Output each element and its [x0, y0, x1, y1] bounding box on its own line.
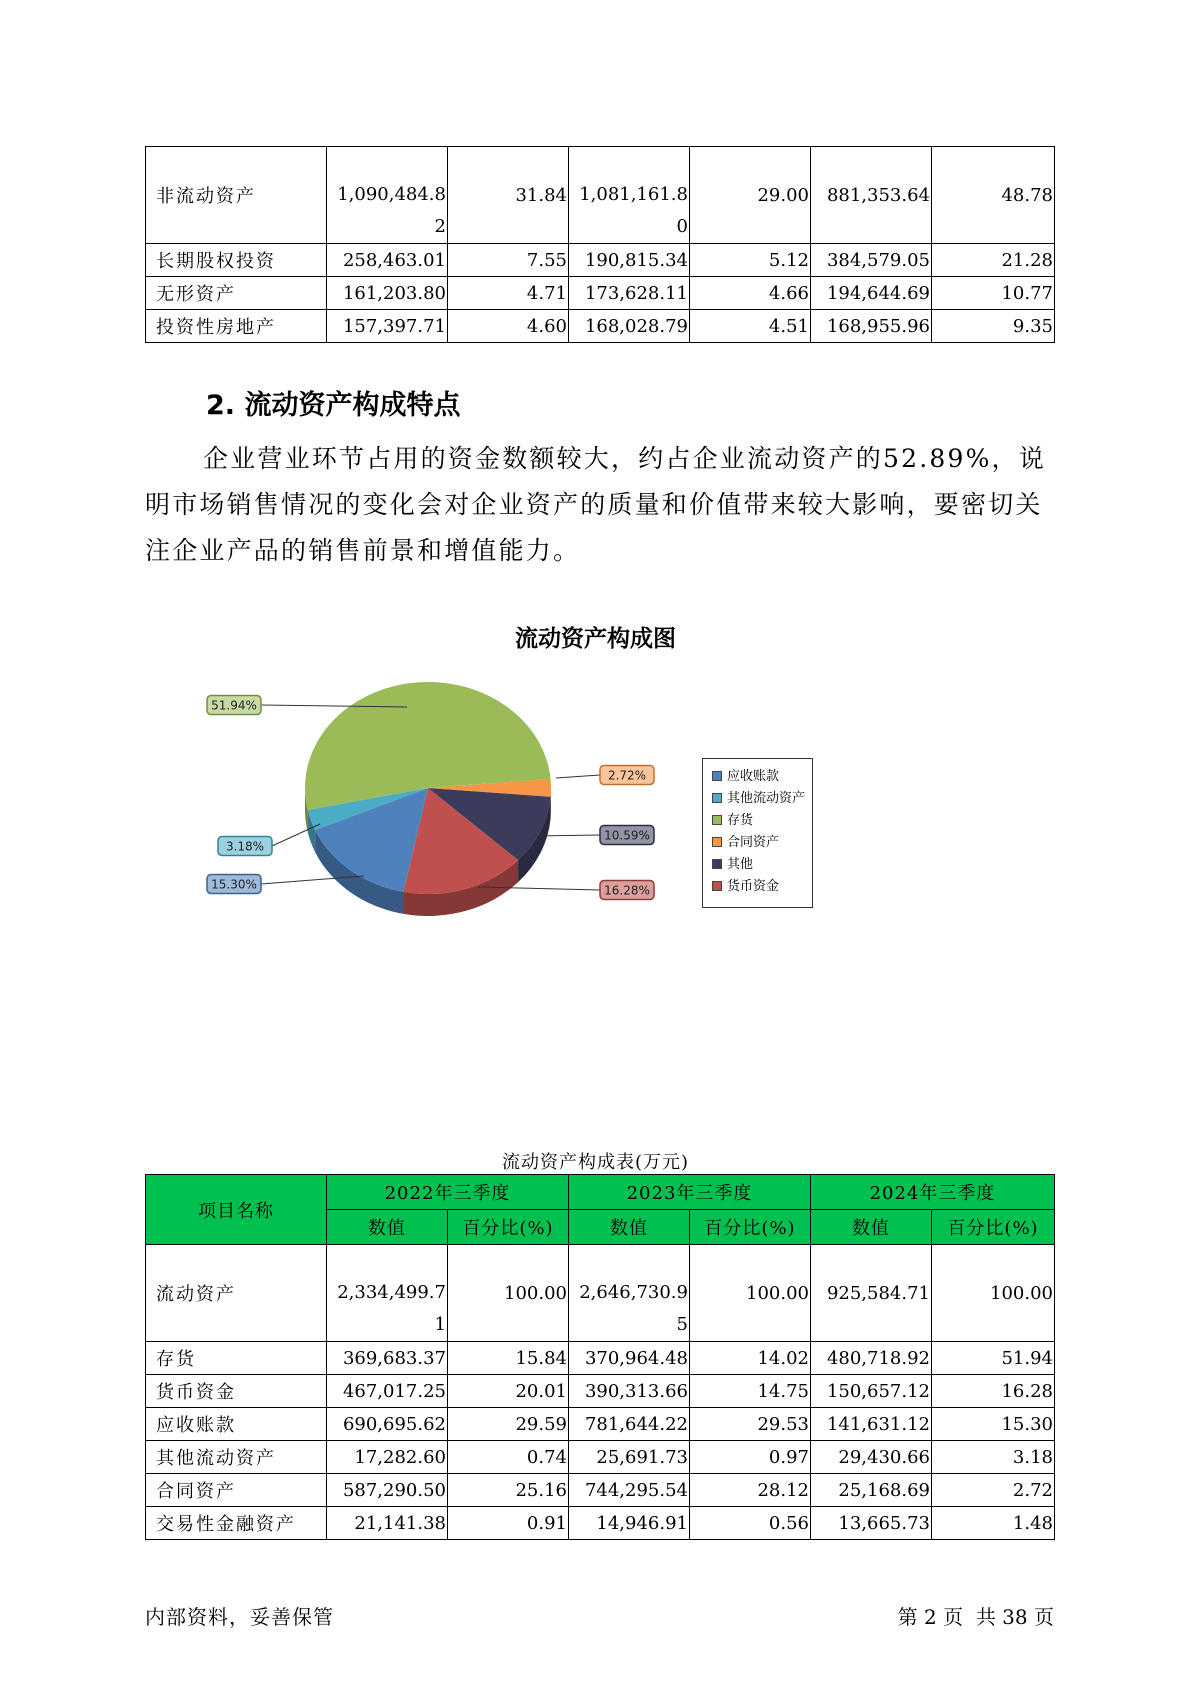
- value-cell: 157,397.71: [327, 310, 448, 343]
- legend-item: [712, 878, 779, 896]
- percent-cell: 100.00: [932, 1245, 1055, 1342]
- table-row: [146, 1375, 1055, 1408]
- data-label: 16.28%: [604, 883, 650, 898]
- legend-label: 其他: [727, 857, 754, 872]
- row-label: 长期股权投资: [146, 244, 327, 277]
- percent-cell: 0.74: [448, 1441, 569, 1474]
- value-cell: 925,584.71: [811, 1245, 932, 1342]
- value-cell: 190,815.34: [569, 244, 690, 277]
- section-paragraph: 企业营业环节占用的资金数额较大，约占企业流动资产的52.89%，说明市场销售情况的变化会对企业资产的质量和价值带来较大影响，要密切关注企业产品的销售前景和增值能力。: [145, 444, 1046, 565]
- legend-label: 应收账款: [727, 769, 780, 784]
- value-cell: 370,964.48: [569, 1342, 690, 1375]
- value-cell: 25,168.69: [811, 1474, 932, 1507]
- legend-swatch: [712, 771, 722, 781]
- value-cell: 744,295.54: [569, 1474, 690, 1507]
- header-percent: 百分比(%): [932, 1210, 1055, 1245]
- value-cell: 13,665.73: [811, 1507, 932, 1540]
- header-year-2024: 2024年三季度: [811, 1175, 1055, 1210]
- percent-cell: 7.55: [448, 244, 569, 277]
- value-cell: 173,628.11: [569, 277, 690, 310]
- legend-item: [712, 834, 779, 852]
- data-label: 51.94%: [211, 698, 257, 713]
- legend-item: [712, 768, 779, 786]
- percent-cell: 28.12: [690, 1474, 811, 1507]
- percent-cell: 100.00: [448, 1245, 569, 1342]
- value-cell: 781,644.22: [569, 1408, 690, 1441]
- value-cell: 2,334,499.71: [327, 1245, 448, 1342]
- table-caption: 流动资产构成表(万元): [501, 1152, 690, 1173]
- percent-cell: 5.12: [690, 244, 811, 277]
- percent-cell: 29.59: [448, 1408, 569, 1441]
- value-cell: 390,313.66: [569, 1375, 690, 1408]
- percent-cell: 0.56: [690, 1507, 811, 1540]
- legend-label: 货币资金: [727, 879, 780, 894]
- percent-cell: 2.72: [932, 1474, 1055, 1507]
- percent-cell: 3.18: [932, 1441, 1055, 1474]
- percent-cell: 0.97: [690, 1441, 811, 1474]
- data-label: 10.59%: [604, 828, 650, 843]
- percent-cell: 48.78: [932, 147, 1055, 244]
- footer-page-number: 第 2 页 共 38 页: [897, 1605, 1054, 1629]
- table-row: [146, 1342, 1055, 1375]
- row-label: 合同资产: [146, 1474, 327, 1507]
- value-cell: 14,946.91: [569, 1507, 690, 1540]
- legend-item: [712, 790, 805, 808]
- percent-cell: 10.77: [932, 277, 1055, 310]
- value-cell: 168,955.96: [811, 310, 932, 343]
- percent-cell: 4.60: [448, 310, 569, 343]
- percent-cell: 51.94: [932, 1342, 1055, 1375]
- chart-legend: [702, 758, 813, 908]
- current-assets-table: [145, 1174, 1055, 1540]
- row-label: 应收账款: [146, 1408, 327, 1441]
- legend-label: 存货: [727, 813, 754, 828]
- percent-cell: 14.02: [690, 1342, 811, 1375]
- header-percent: 百分比(%): [690, 1210, 811, 1245]
- table-row: [146, 1474, 1055, 1507]
- data-label: 15.30%: [211, 877, 257, 892]
- legend-swatch: [712, 881, 722, 891]
- legend-item: [712, 812, 753, 830]
- section-heading: 2. 流动资产构成特点: [206, 390, 461, 421]
- value-cell: 141,631.12: [811, 1408, 932, 1441]
- row-label: 非流动资产: [146, 147, 327, 244]
- legend-label: 其他流动资产: [727, 791, 806, 806]
- legend-swatch: [712, 859, 722, 869]
- header-value: 数值: [569, 1210, 690, 1245]
- percent-cell: 15.30: [932, 1408, 1055, 1441]
- value-cell: 1,081,161.80: [569, 147, 690, 244]
- leader-line: [556, 775, 600, 778]
- value-cell: 150,657.12: [811, 1375, 932, 1408]
- percent-cell: 16.28: [932, 1375, 1055, 1408]
- legend-swatch: [712, 793, 722, 803]
- percent-cell: 14.75: [690, 1375, 811, 1408]
- row-label: 流动资产: [146, 1245, 327, 1342]
- value-cell: 194,644.69: [811, 277, 932, 310]
- legend-label: 合同资产: [727, 835, 780, 850]
- percent-cell: 4.71: [448, 277, 569, 310]
- header-percent: 百分比(%): [448, 1210, 569, 1245]
- percent-cell: 100.00: [690, 1245, 811, 1342]
- chart-title: 流动资产构成图: [515, 626, 676, 652]
- percent-cell: 31.84: [448, 147, 569, 244]
- footer-confidential: 内部资料，妥善保管: [145, 1605, 334, 1629]
- data-label: 3.18%: [225, 839, 265, 854]
- table-row: [146, 1507, 1055, 1540]
- percent-cell: 29.53: [690, 1408, 811, 1441]
- percent-cell: 0.91: [448, 1507, 569, 1540]
- value-cell: 161,203.80: [327, 277, 448, 310]
- value-cell: 369,683.37: [327, 1342, 448, 1375]
- value-cell: 1,090,484.82: [327, 147, 448, 244]
- value-cell: 168,028.79: [569, 310, 690, 343]
- percent-cell: 9.35: [932, 310, 1055, 343]
- value-cell: 29,430.66: [811, 1441, 932, 1474]
- value-cell: 587,290.50: [327, 1474, 448, 1507]
- percent-cell: 29.00: [690, 147, 811, 244]
- header-year-2022: 2022年三季度: [327, 1175, 569, 1210]
- percent-cell: 15.84: [448, 1342, 569, 1375]
- legend-swatch: [712, 837, 722, 847]
- table-row: [146, 1245, 1055, 1342]
- value-cell: 467,017.25: [327, 1375, 448, 1408]
- percent-cell: 4.66: [690, 277, 811, 310]
- table-row: [146, 1408, 1055, 1441]
- value-cell: 25,691.73: [569, 1441, 690, 1474]
- percent-cell: 20.01: [448, 1375, 569, 1408]
- header-item-name: 项目名称: [146, 1175, 327, 1245]
- value-cell: 21,141.38: [327, 1507, 448, 1540]
- table-row: [146, 1441, 1055, 1474]
- header-value: 数值: [811, 1210, 932, 1245]
- row-label: 无形资产: [146, 277, 327, 310]
- header-year-2023: 2023年三季度: [569, 1175, 811, 1210]
- value-cell: 17,282.60: [327, 1441, 448, 1474]
- percent-cell: 21.28: [932, 244, 1055, 277]
- header-value: 数值: [327, 1210, 448, 1245]
- percent-cell: 4.51: [690, 310, 811, 343]
- row-label: 交易性金融资产: [146, 1507, 327, 1540]
- legend-swatch: [712, 815, 722, 825]
- value-cell: 690,695.62: [327, 1408, 448, 1441]
- row-label: 存货: [146, 1342, 327, 1375]
- percent-cell: 1.48: [932, 1507, 1055, 1540]
- value-cell: 384,579.05: [811, 244, 932, 277]
- value-cell: 258,463.01: [327, 244, 448, 277]
- row-label: 投资性房地产: [146, 310, 327, 343]
- value-cell: 480,718.92: [811, 1342, 932, 1375]
- value-cell: 2,646,730.95: [569, 1245, 690, 1342]
- value-cell: 881,353.64: [811, 147, 932, 244]
- percent-cell: 25.16: [448, 1474, 569, 1507]
- legend-item: [712, 856, 753, 874]
- data-label: 2.72%: [607, 768, 647, 783]
- row-label: 货币资金: [146, 1375, 327, 1408]
- row-label: 其他流动资产: [146, 1441, 327, 1474]
